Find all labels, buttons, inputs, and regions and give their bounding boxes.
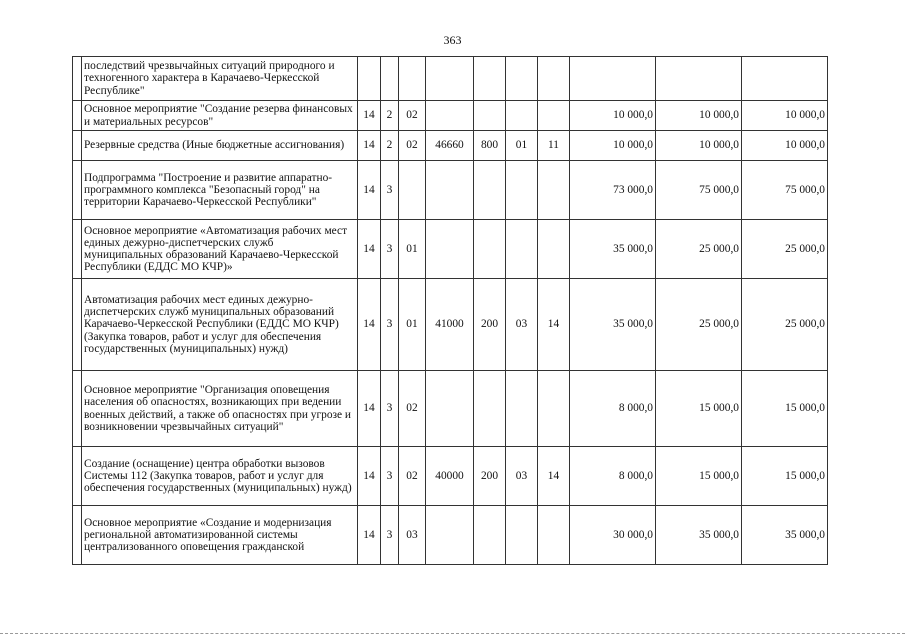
amount-cell-a1: 8 000,0: [570, 447, 656, 506]
amount-cell-a1: 8 000,0: [570, 371, 656, 447]
code-cell-c7: 11: [538, 131, 570, 161]
amount-cell-a2: [656, 57, 742, 101]
row-margin-cell: [73, 220, 82, 279]
code-cell-c5: [474, 101, 506, 131]
code-cell-c3: [399, 161, 426, 220]
row-margin-cell: [73, 131, 82, 161]
code-cell-c1: 14: [358, 161, 381, 220]
code-cell-c7: [538, 220, 570, 279]
row-margin-cell: [73, 161, 82, 220]
row-description: Основное мероприятие «Создание и модернизация региональной автоматизированной системы централизованного оповещения гражданской: [82, 506, 358, 565]
code-cell-c7: 14: [538, 447, 570, 506]
code-cell-c4: 40000: [426, 447, 474, 506]
code-cell-c2: 3: [381, 506, 399, 565]
code-cell-c7: 14: [538, 279, 570, 371]
code-cell-c6: [506, 371, 538, 447]
amount-cell-a1: 35 000,0: [570, 220, 656, 279]
code-cell-c6: [506, 57, 538, 101]
code-cell-c2: [381, 57, 399, 101]
code-cell-c4: [426, 506, 474, 565]
code-cell-c4: [426, 220, 474, 279]
table-row: [73, 279, 828, 371]
code-cell-c2: 2: [381, 131, 399, 161]
code-cell-c7: [538, 371, 570, 447]
table-row: [73, 220, 828, 279]
table-row: [73, 371, 828, 447]
code-cell-c3: [399, 57, 426, 101]
code-cell-c7: [538, 506, 570, 565]
code-cell-c1: 14: [358, 220, 381, 279]
table-row: [73, 101, 828, 131]
table-row: [73, 447, 828, 506]
amount-cell-a1: [570, 57, 656, 101]
code-cell-c1: 14: [358, 506, 381, 565]
code-cell-c6: 01: [506, 131, 538, 161]
row-margin-cell: [73, 506, 82, 565]
code-cell-c4: [426, 101, 474, 131]
code-cell-c3: 02: [399, 131, 426, 161]
code-cell-c2: 3: [381, 279, 399, 371]
amount-cell-a2: 15 000,0: [656, 447, 742, 506]
code-cell-c4: 46660: [426, 131, 474, 161]
row-description: Основное мероприятие "Создание резерва финансовых и материальных ресурсов": [82, 101, 358, 131]
amount-cell-a3: 15 000,0: [742, 371, 828, 447]
code-cell-c6: 03: [506, 447, 538, 506]
code-cell-c5: [474, 57, 506, 101]
code-cell-c6: 03: [506, 279, 538, 371]
code-cell-c6: [506, 506, 538, 565]
scan-divider: [0, 633, 905, 634]
code-cell-c5: 200: [474, 279, 506, 371]
code-cell-c2: 3: [381, 220, 399, 279]
code-cell-c1: 14: [358, 101, 381, 131]
table-row: [73, 131, 828, 161]
amount-cell-a1: 35 000,0: [570, 279, 656, 371]
amount-cell-a3: 15 000,0: [742, 447, 828, 506]
page-number: 363: [443, 33, 462, 47]
amount-cell-a1: 30 000,0: [570, 506, 656, 565]
budget-table: [72, 56, 828, 565]
row-description: Резервные средства (Иные бюджетные ассигнования): [82, 131, 358, 161]
code-cell-c6: [506, 220, 538, 279]
row-margin-cell: [73, 371, 82, 447]
amount-cell-a2: 25 000,0: [656, 279, 742, 371]
amount-cell-a2: 35 000,0: [656, 506, 742, 565]
row-description: Основное мероприятие «Автоматизация рабочих мест единых дежурно-диспетчерских служб муниципальных образований Карачаево-Черкесской Республики (ЕДДС МО КЧР)»: [82, 220, 358, 279]
code-cell-c3: 01: [399, 279, 426, 371]
code-cell-c2: 3: [381, 161, 399, 220]
table-row: [73, 161, 828, 220]
amount-cell-a2: 10 000,0: [656, 131, 742, 161]
code-cell-c4: [426, 57, 474, 101]
code-cell-c5: [474, 371, 506, 447]
code-cell-c2: 2: [381, 101, 399, 131]
code-cell-c3: 02: [399, 371, 426, 447]
table-row: [73, 57, 828, 101]
code-cell-c1: 14: [358, 131, 381, 161]
amount-cell-a3: 25 000,0: [742, 279, 828, 371]
code-cell-c3: 01: [399, 220, 426, 279]
code-cell-c2: 3: [381, 447, 399, 506]
code-cell-c5: [474, 220, 506, 279]
amount-cell-a2: 15 000,0: [656, 371, 742, 447]
row-description: Основное мероприятие "Организация оповещения населения об опасностях, возникающих при ведении военных действий, а также об опасностях при угрозе и возникновении чрезвычайных ситуаций": [82, 371, 358, 447]
code-cell-c1: 14: [358, 279, 381, 371]
code-cell-c1: 14: [358, 447, 381, 506]
code-cell-c4: [426, 371, 474, 447]
code-cell-c3: 02: [399, 101, 426, 131]
code-cell-c5: 200: [474, 447, 506, 506]
row-margin-cell: [73, 279, 82, 371]
code-cell-c7: [538, 101, 570, 131]
code-cell-c4: [426, 161, 474, 220]
code-cell-c1: [358, 57, 381, 101]
row-margin-cell: [73, 447, 82, 506]
amount-cell-a3: 75 000,0: [742, 161, 828, 220]
code-cell-c5: [474, 506, 506, 565]
code-cell-c3: 02: [399, 447, 426, 506]
code-cell-c6: [506, 161, 538, 220]
row-description: последствий чрезвычайных ситуаций природного и техногенного характера в Карачаево-Черкесской Республике": [82, 57, 358, 101]
code-cell-c6: [506, 101, 538, 131]
amount-cell-a1: 73 000,0: [570, 161, 656, 220]
code-cell-c3: 03: [399, 506, 426, 565]
amount-cell-a1: 10 000,0: [570, 131, 656, 161]
amount-cell-a2: 10 000,0: [656, 101, 742, 131]
row-margin-cell: [73, 101, 82, 131]
row-description: Автоматизация рабочих мест единых дежурно-диспетчерских служб муниципальных образований Карачаево-Черкесской Республики (ЕДДС МО КЧР) (Закупка товаров, работ и услуг для обеспечения государственных (муниципальных) нужд): [82, 279, 358, 371]
code-cell-c5: 800: [474, 131, 506, 161]
row-description: Подпрограмма "Построение и развитие аппаратно-программного комплекса "Безопасный город" на территории Карачаево-Черкесской Республики": [82, 161, 358, 220]
amount-cell-a2: 75 000,0: [656, 161, 742, 220]
amount-cell-a3: 10 000,0: [742, 101, 828, 131]
amount-cell-a1: 10 000,0: [570, 101, 656, 131]
code-cell-c7: [538, 57, 570, 101]
code-cell-c7: [538, 161, 570, 220]
amount-cell-a3: 10 000,0: [742, 131, 828, 161]
row-description: Создание (оснащение) центра обработки вызовов Системы 112 (Закупка товаров, работ и услуг для обеспечения государственных (муниципальных) нужд): [82, 447, 358, 506]
code-cell-c1: 14: [358, 371, 381, 447]
amount-cell-a2: 25 000,0: [656, 220, 742, 279]
code-cell-c4: 41000: [426, 279, 474, 371]
amount-cell-a3: 35 000,0: [742, 506, 828, 565]
amount-cell-a3: [742, 57, 828, 101]
row-margin-cell: [73, 57, 82, 101]
table-row: [73, 506, 828, 565]
amount-cell-a3: 25 000,0: [742, 220, 828, 279]
code-cell-c5: [474, 161, 506, 220]
code-cell-c2: 3: [381, 371, 399, 447]
